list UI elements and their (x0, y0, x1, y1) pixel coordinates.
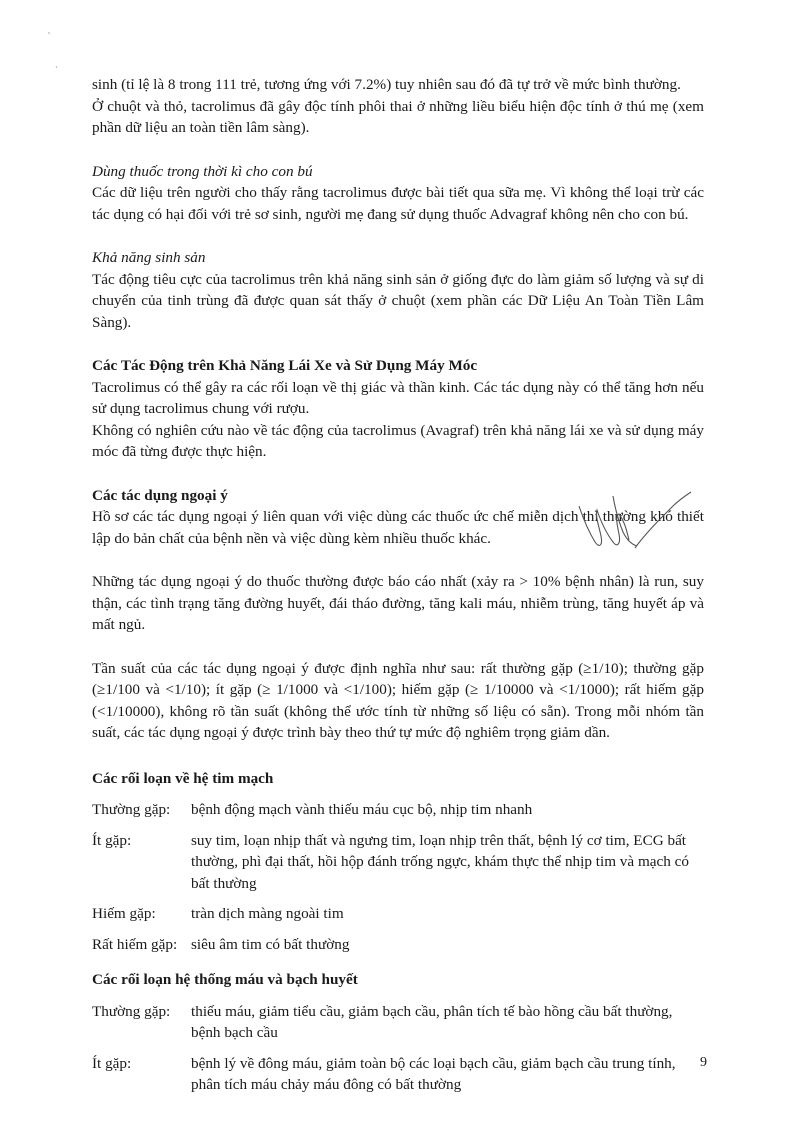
frequency-row (92, 903, 704, 925)
section-heading-adverse: Các tác dụng ngoại ý (92, 486, 228, 504)
section-heading-driving: Các Tác Động trên Khả Năng Lái Xe và Sử Dụng Máy Móc (92, 357, 478, 374)
paragraph: Không có nghiên cứu nào về tác động của tacrolimus (Avagraf) trên khả năng lái xe và sử dụng máy móc đã từng được thực hiện. (92, 421, 704, 460)
frequency-label: Hiếm gặp: (92, 905, 156, 922)
scan-mark (44, 30, 64, 70)
frequency-value: siêu âm tim có bất thường (191, 935, 350, 953)
page-number: 9 (700, 1055, 707, 1070)
frequency-value: bệnh động mạch vành thiếu máu cục bộ, nhịp tim nhanh (191, 801, 533, 818)
handwritten-signature (575, 488, 695, 588)
section-heading-cardiac: Các rối loạn về hệ tim mạch (92, 769, 274, 787)
frequency-row (92, 799, 704, 821)
document-page (92, 74, 704, 1105)
frequency-label: Ít gặp: (92, 1054, 132, 1072)
frequency-value: bệnh lý về đông máu, giảm toàn bộ các loại bạch cầu, giảm bạch cầu trung tính, phân tích máu chảy máu đông có bất thường (191, 1054, 676, 1093)
paragraph: Những tác dụng ngoại ý do thuốc thường được báo cáo nhất (xảy ra > 10% bệnh nhân) là run, suy thận, các tình trạng tăng đường huyết, đái tháo đường, tăng kali máu, nhiễm trùng, tăng huyết áp và mất ngủ. (92, 573, 704, 633)
section-heading-breastfeeding: Dùng thuốc trong thời kì cho con bú (92, 162, 313, 180)
frequency-label: Thường gặp: (92, 1002, 171, 1020)
section-heading-blood: Các rối loạn hệ thống máu và bạch huyết (92, 971, 358, 988)
frequency-row (92, 1053, 704, 1096)
paragraph: Hồ sơ các tác dụng ngoại ý liên quan với việc dùng các thuốc ức chế miễn dịch thì thường khó thiết lập do bản chất của bệnh nền và việc dùng kèm nhiều thuốc khác. (92, 508, 704, 547)
paragraph: Ở chuột và thỏ, tacrolimus đã gây độc tính phôi thai ở những liều biểu hiện độc tính ở thú mẹ (xem phần dữ liệu an toàn tiền lâm sàng). (92, 97, 704, 136)
frequency-label: Ít gặp: (92, 831, 132, 849)
paragraph: Tần suất của các tác dụng ngoại ý được định nghĩa như sau: rất thường gặp (≥1/10); thường gặp (≥1/100 và <1/10); ít gặp (≥ 1/1000 và <1/100); hiếm gặp (≥ 1/10000 và <1/1000); rất hiếm gặp (<1/10000), không rõ tần suất (không thể ước tính từ những số liệu có sẵn). Trong mỗi nhóm tần suất, các tác dụng ngoại ý được trình bày theo thứ tự mức độ nghiêm trọng giảm dần. (92, 659, 704, 741)
frequency-label: Thường gặp: (92, 801, 171, 818)
frequency-row (92, 830, 704, 895)
frequency-label: Rất hiếm gặp: (92, 935, 178, 953)
frequency-row (92, 934, 704, 956)
blood-frequency-list (92, 1001, 704, 1096)
section-heading-fertility: Khả năng sinh sản (92, 249, 206, 266)
frequency-value: thiếu máu, giảm tiểu cầu, giảm bạch cầu, phân tích tế bào hồng cầu bất thường, bệnh bạch cầu (191, 1002, 673, 1041)
paragraph: Tacrolimus có thể gây ra các rối loạn về thị giác và thần kinh. Các tác dụng này có thể tăng hơn nếu sử dụng tacrolimus chung với rượu. (92, 378, 704, 417)
cardiac-frequency-list (92, 799, 704, 955)
paragraph: Các dữ liệu trên người cho thấy rằng tacrolimus được bài tiết qua sữa mẹ. Vì không thể loại trừ các tác dụng có hại đối với trẻ sơ sinh, người mẹ đang sử dụng thuốc Advagraf không nên cho con bú. (92, 184, 704, 223)
paragraph: Tác động tiêu cực của tacrolimus trên khả năng sinh sản ở giống đực do làm giảm số lượng và sự di chuyển của tinh trùng đã được quan sát thấy ở chuột (xem phần các Dữ Liệu An Toàn Tiền Lâm Sàng). (92, 270, 704, 331)
paragraph: sinh (tỉ lệ là 8 trong 111 trẻ, tương ứng với 7.2%) tuy nhiên sau đó đã tự trở về mức bình thường. (92, 76, 681, 93)
frequency-value: tràn dịch màng ngoài tim (191, 905, 344, 922)
frequency-value: suy tim, loạn nhịp thất và ngưng tim, loạn nhịp trên thất, bệnh lý cơ tim, ECG bất thường, phì đại thất, hồi hộp đánh trống ngực, khám thực thể nhịp tim và mạch có bất thường (191, 831, 689, 892)
frequency-row (92, 1001, 704, 1044)
